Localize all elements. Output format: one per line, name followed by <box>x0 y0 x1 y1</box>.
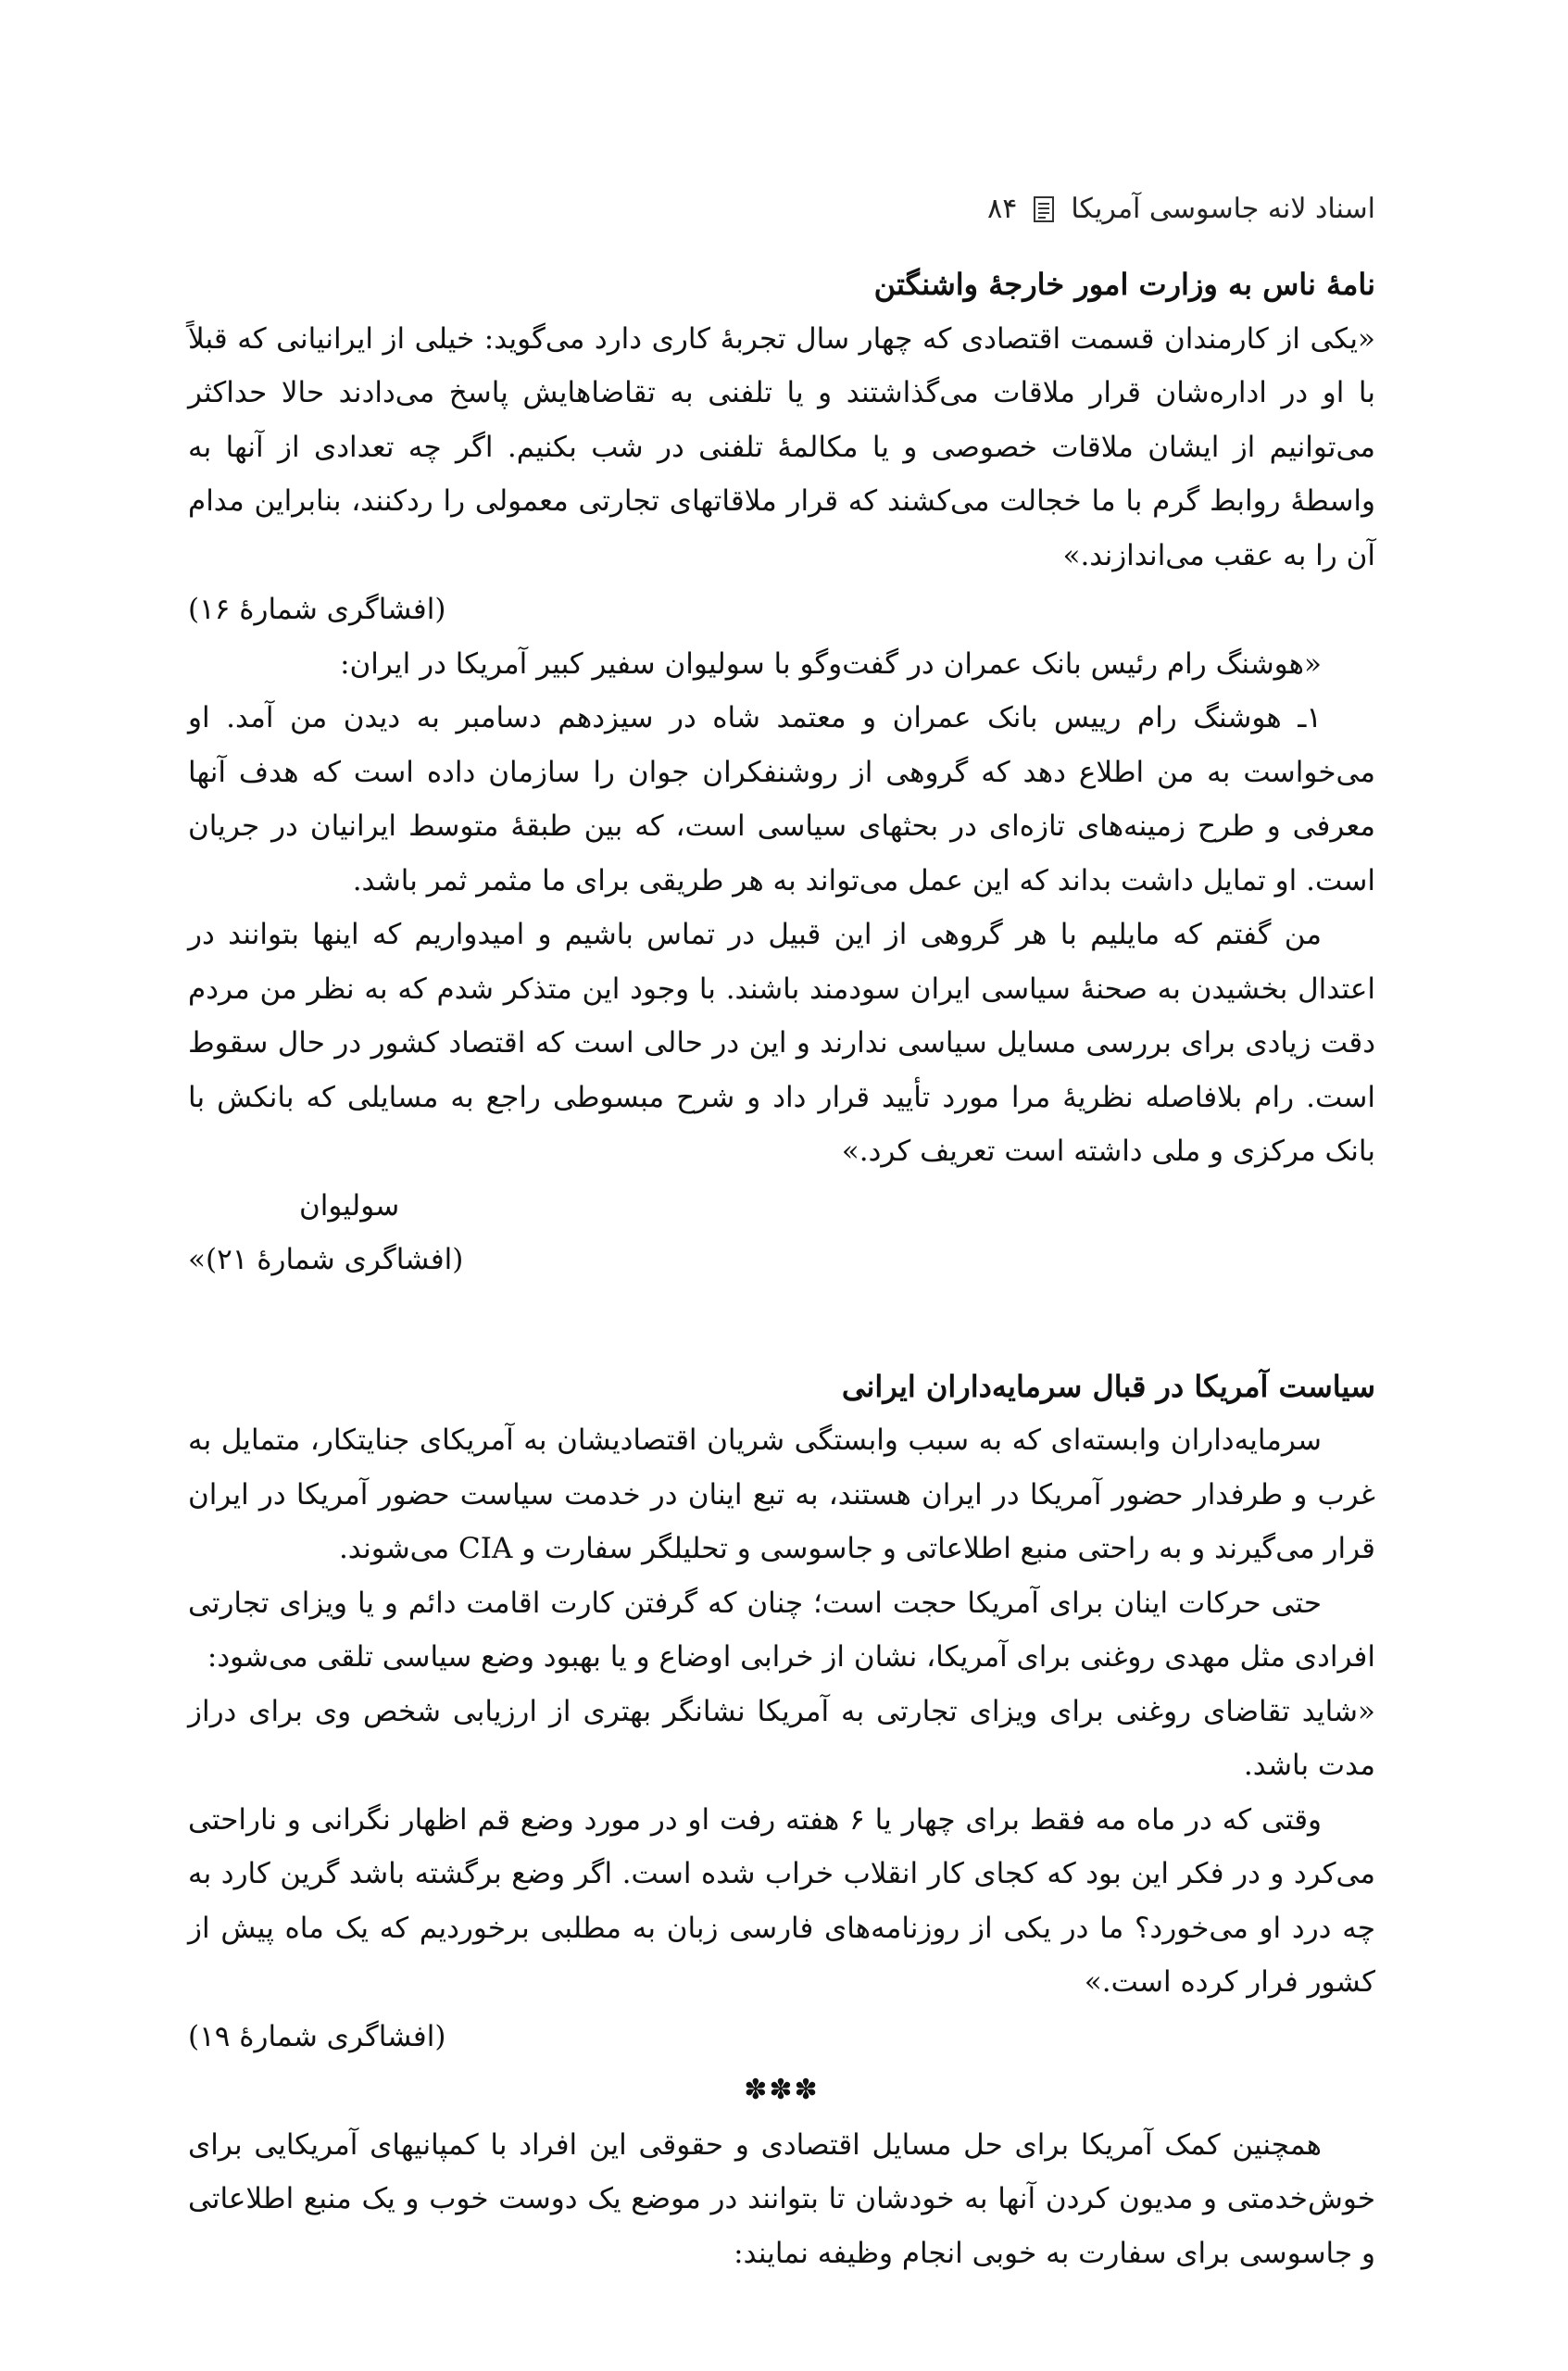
intro-paragraph: «هوشنگ رام رئیس بانک عمران در گفت‌وگو با سولیوان سفیر کبیر آمریکا در ایران: <box>340 646 1322 681</box>
quote-paragraph: «شاید تقاضای روغنی برای ویزای تجارتی به آمریکا نشانگر بهتری از ارزیابی شخص وی برای دراز مدت باشد. <box>188 1694 1375 1782</box>
body-paragraph: سرمایه‌داران وابسته‌ای که به سبب وابستگی شریان اقتصادیشان به آمریکای جنایتکار، متمایل به غرب و طرفدار حضور آمریکا در ایران هستند، به تبع اینان در خدمت سیاست حضور آمریکا در ایران قرار می‌گیرند و به راحتی منبع اطلاعاتی و جاسوسی و تحلیلگر سفارت و CIA می‌شوند. <box>188 1424 1375 1565</box>
running-header <box>188 193 1375 225</box>
book-title: اسناد لانه جاسوسی آمریکا <box>1071 193 1375 225</box>
page-number: ۸۴ <box>987 193 1018 225</box>
section-spacer <box>188 1287 1375 1360</box>
reference-note: (افشاگری شمارهٔ ۲۱)» <box>188 1243 464 1276</box>
section-separator: ✽✽✽ <box>744 2074 820 2106</box>
document-icon <box>1034 196 1054 222</box>
signature: سولیوان <box>299 1188 400 1223</box>
body-paragraph: وقتی که در ماه مه فقط برای چهار یا ۶ هفته رفت او در مورد وضع قم اظهار نگرانی و ناراحتی می‌کرد و در فکر این بود که کجای کار انقلاب خراب شده است. اگر وضع برگشته باشد گرین کارد به چه درد او می‌خورد؟ ما در یکی از روزنامه‌های فارسی زبان به مطلبی برخوردیم که یک ماه پیش از کشور فرار کرده است.» <box>188 1802 1375 1999</box>
body-paragraph: من گفتم که مایلیم با هر گروهی از این قبیل در تماس باشیم و امیدواریم که اینها بتوانند در اعتدال بخشیدن به صحنهٔ سیاسی ایران سودمند باشند. با وجود این متذکر شدم که به نظر من مردم دقت زیادی برای بررسی مسایل سیاسی ندارند و این در حالی است که اقتصاد کشور در حال سقوط است. رام بلافاصله نظریهٔ مرا مورد تأیید قرار داد و شرح مبسوطی راجع به مسایلی که بانکش با بانک مرکزی و ملی داشته است تعریف کرد.» <box>188 918 1375 1168</box>
quote-paragraph: «یکی از کارمندان قسمت اقتصادی که چهار سال تجربهٔ کاری دارد می‌گوید: خیلی از ایرانیانی که قبلاً با او در اداره‌شان قرار ملاقات می‌گذاشتند و یا تلفنی به تقاضاهایش پاسخ می‌دادند حالا حداکثر می‌توانیم از ایشان ملاقات خصوصی و یا مکالمهٔ تلفنی در شب بکنیم. اگر چه تعدادی از آنها به واسطهٔ روابط گرم با ما خجالت می‌کشند که قرار ملاقاتهای تجارتی معمولی را ردکنند، بنابراین مدام آن را به عقب می‌اندازند.» <box>188 321 1375 572</box>
reference-note: (افشاگری شمارهٔ ۱۹) <box>188 2019 446 2053</box>
body-paragraph: همچنین کمک آمریکا برای حل مسایل اقتصادی و حقوقی این افراد با کمپانیهای آمریکایی برای خوش‌خدمتی و مدیون کردن آنها به خودشان تا بتوانند در موضع یک دوست خوب و یک منبع اطلاعاتی و جاسوسی برای سفارت به خوبی انجام وظیفه نمایند: <box>188 2127 1375 2270</box>
body-paragraph: حتی حرکات اینان برای آمریکا حجت است؛ چنان که گرفتن کارت اقامت دائم و یا ویزای تجارتی افرادی مثل مهدی روغنی برای آمریکا، نشان از خرابی اوضاع و یا بهبود وضع سیاسی تلقی می‌شود: <box>188 1586 1375 1674</box>
page-body <box>188 257 1375 2280</box>
section-heading: سیاست آمریکا در قبال سرمایه‌داران ایرانی <box>841 1368 1375 1404</box>
body-paragraph: ۱ـ هوشنگ رام رییس بانک عمران و معتمد شاه در سیزدهم دسامبر به دیدن من آمد. او می‌خواست به من اطلاع دهد که گروهی از روشنفکران جوان را سازمان داده است که هدف آنها معرفی و طرح زمینه‌های تازه‌ای در بحثهای سیاسی است، که بین طبقهٔ متوسط ایرانیان در جریان است. او تمایل داشت بداند که این عمل می‌تواند به هر طریقی برای ما مثمر ثمر باشد. <box>188 701 1375 897</box>
section-heading: نامهٔ ناس به وزارت امور خارجهٔ واشنگتن <box>873 267 1375 302</box>
reference-note: (افشاگری شمارهٔ ۱۶) <box>188 593 446 626</box>
